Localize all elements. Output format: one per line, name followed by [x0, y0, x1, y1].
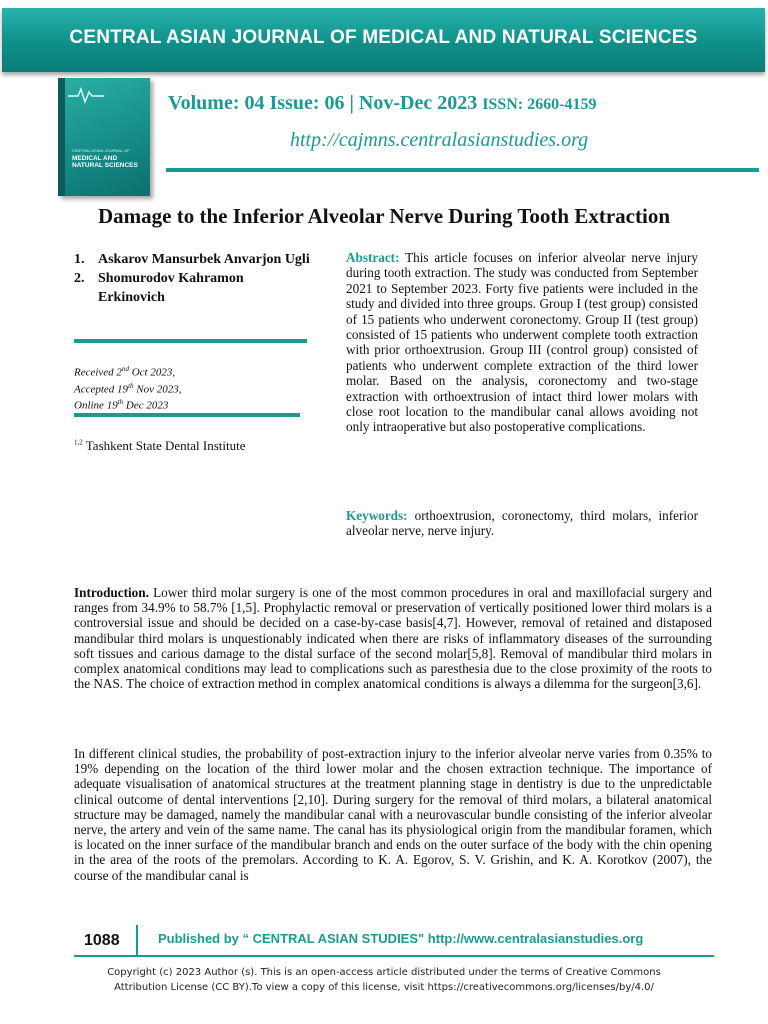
keywords	[346, 508, 698, 539]
journal-url-link[interactable]: http://cajmns.centralasianstudies.org	[290, 129, 589, 151]
author-list	[74, 250, 310, 307]
keywords-text: orthoextrusion, coronectomy, third molars, inferior alveolar nerve, nerve injury.	[346, 508, 698, 539]
cover-small-text: CENTRAL ASIAN JOURNAL OF	[72, 148, 130, 153]
abstract	[346, 250, 698, 435]
issn: ISSN: 2660-4159	[482, 96, 597, 113]
body-paragraph: In different clinical studies, the probability of post-extraction injury to the inferior alveolar nerve varies from 0.35% to 19% depending on the location of the third lower molar and the chosen extraction technique. The importance of adequate visualisation of anatomical structures at the treatment planning stage in dentistry is due to the unpredictable clinical outcome of dental interventions [2,10]. During surgery for the removal of third molars, a bilateral anatomical structure may be damaged, namely the mandibular canal with a neurovascular bundle consisting of the inferior alveolar nerve, the artery and vein of the same name. The canal has its physiological origin from the mandibular foramen, which is located on the inner surface of the mandibular branch and ends on the outer surface of the body with the chin opening in the area of the roots of the premolars. According to K. A. Egorov, S. V. Grishin, and K. A. Korotkov (2007), the course of the mandibular canal is	[74, 746, 712, 883]
divider	[74, 413, 300, 417]
author-number: 2.	[74, 271, 85, 286]
author-name: Shomurodov Kahramon Erkinovich	[98, 271, 244, 305]
page-number: 1088	[84, 932, 120, 949]
volume-issue: Volume: 04 Issue: 06 | Nov-Dec 2023	[168, 92, 478, 114]
journal-banner	[2, 8, 765, 72]
introduction-heading: Introduction.	[74, 585, 149, 600]
copyright-notice: Copyright (c) 2023 Author (s). This is an open-access article distributed under the terms of Creative Commons Attribution License (CC BY).To view a copy of this license, visit https://creativecommons.org/licenses/by/4.0/	[107, 967, 661, 993]
cover-spine	[58, 78, 65, 196]
journal-name: CENTRAL ASIAN JOURNAL OF MEDICAL AND NATURAL SCIENCES	[69, 27, 698, 48]
online-date: Online 19th Dec 2023	[74, 398, 169, 412]
publisher-link[interactable]: Published by “ CENTRAL ASIAN STUDIES" http://www.centralasianstudies.org	[158, 931, 644, 946]
cover-title: MEDICAL AND NATURAL SCIENCES	[72, 155, 138, 169]
article-title: Damage to the Inferior Alveolar Nerve During Tooth Extraction	[98, 204, 670, 228]
abstract-label: Abstract:	[346, 250, 400, 265]
introduction-paragraph: Introduction. Lower third molar surgery is one of the most common procedures in oral and maxillofacial surgery and ranges from 34.9% to 58.7% [1,5]. Prophylactic removal or preservation of vertically positioned lower third molars is a controversial issue and should be decided on a case-by-case basis[4,7]. However, removal of retained and distaposed mandibular third molars is unquestionably indicated when there are risks of inflammatory diseases of the surrounding soft tissues and carious damage to the distal surface of the second molar[5,8]. Removal of mandibular third molars in complex anatomical conditions may lead to complications such as paresthesia due to the close proximity of the roots to the NAS. The choice of extraction method in complex anatomical conditions is always a dilemma for the surgeon[3,6].	[74, 585, 712, 692]
received-date: Received 2nd Oct 2023,	[74, 365, 176, 379]
author-name: Askarov Mansurbek Anvarjon Ugli	[98, 252, 310, 267]
accepted-date: Accepted 19th Nov 2023,	[74, 381, 182, 396]
volume-line	[168, 92, 596, 115]
author-number: 1.	[74, 252, 85, 267]
abstract-text: This article focuses on inferior alveolar nerve injury during tooth extraction. The study was conducted from September 2021 to September 2023. Forty five patients were included in the study and divided into three groups. Group I (test group) consisted of 15 patients who underwent coronectomy. Group II (test group) consisted of 15 patients who underwent complete tooth extraction with prior orthoextrusion. Group III (control group) consisted of patients who underwent complete extraction of the third lower molar. Based on the analysis, coronectomy and two-stage extraction with orthoextrusion of intact third lower molars with close root location to the mandibular canal allows avoiding not only intraoperative but also postoperative complications.	[346, 250, 698, 435]
author-item	[74, 269, 310, 307]
author-item	[74, 250, 310, 269]
divider	[74, 339, 307, 343]
affiliation: $^{1,2}$ Tashkent State Dental Institute	[74, 438, 246, 453]
footer-divider	[74, 955, 714, 957]
keywords-label: Keywords:	[346, 508, 408, 523]
footer-divider-vertical	[136, 925, 138, 957]
header-divider	[166, 168, 759, 172]
journal-cover-image	[58, 78, 150, 196]
heartbeat-icon	[68, 86, 104, 104]
article-dates	[74, 363, 182, 413]
